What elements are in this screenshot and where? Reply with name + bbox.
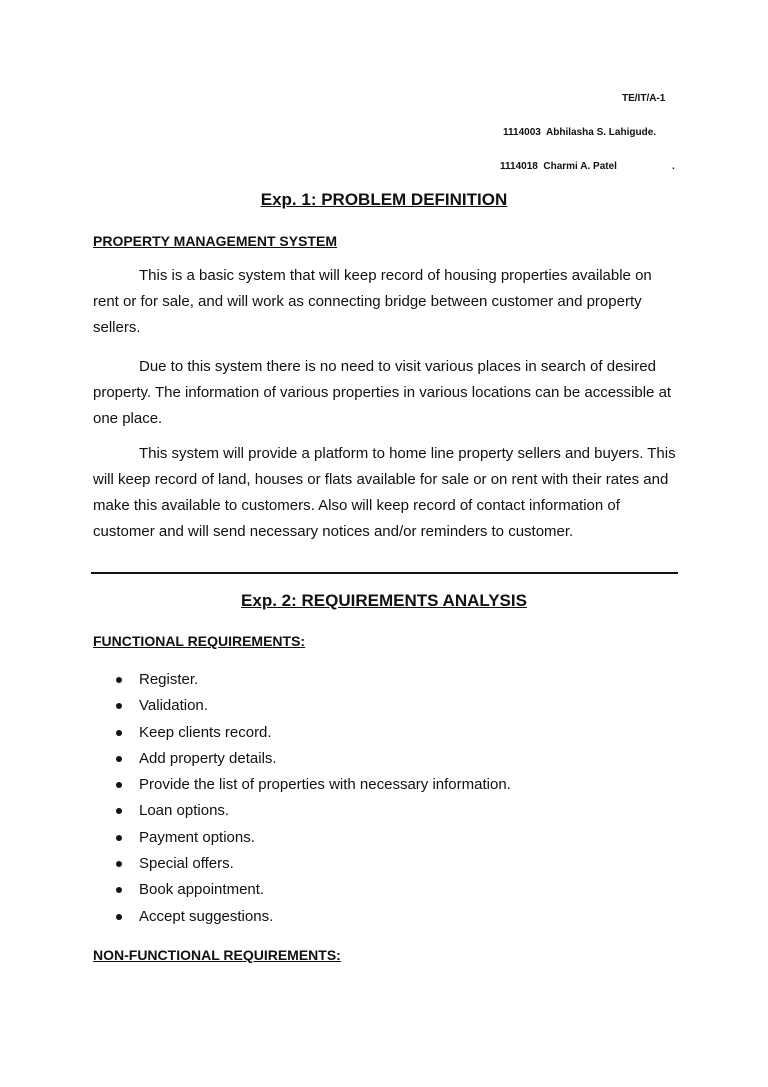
exp2-title: Exp. 2: REQUIREMENTS ANALYSIS — [241, 591, 527, 610]
list-item-text: Validation. — [139, 697, 208, 715]
bullet-icon — [116, 677, 122, 683]
bullet-icon — [116, 703, 122, 709]
list-item-text: Register. — [139, 671, 199, 688]
functional-requirements-list — [116, 667, 511, 930]
functional-heading: FUNCTIONAL REQUIREMENTS: — [93, 633, 306, 649]
list-item — [116, 746, 511, 772]
section-divider — [91, 572, 678, 574]
bullet-icon — [116, 835, 122, 841]
exp1-paragraph-text: Due to this system there is no need to visit various places in search of desired property. The information of various properties in various locations can be accessible at one place. — [93, 358, 672, 427]
bullet-icon — [116, 861, 122, 867]
bullet-icon — [116, 756, 122, 762]
bullet-icon — [116, 808, 122, 814]
list-item-text: Accept suggestions. — [139, 907, 274, 925]
list-item-text: Add property details. — [139, 749, 277, 767]
list-item — [116, 825, 511, 851]
list-item — [116, 798, 511, 824]
student-1: 1114003 Abhilasha S. Lahigude. — [503, 127, 657, 138]
exp1-subheading: PROPERTY MANAGEMENT SYSTEM — [93, 233, 337, 249]
list-item-text: Keep clients record. — [139, 723, 272, 741]
bullet-icon — [116, 914, 122, 920]
class-code: TE/IT/A-1 — [622, 93, 666, 104]
bullet-icon — [116, 887, 122, 893]
nonfunctional-heading: NON-FUNCTIONAL REQUIREMENTS: — [93, 947, 341, 963]
list-item-text: Payment options. — [139, 828, 255, 846]
exp1-paragraph — [93, 354, 678, 432]
student-2-end: . — [672, 161, 675, 172]
list-item — [116, 772, 511, 798]
list-item — [116, 851, 511, 877]
list-item — [116, 904, 511, 930]
list-item-text: Provide the list of properties with necessary information. — [139, 776, 511, 794]
list-item — [116, 877, 511, 903]
list-item — [116, 720, 511, 746]
list-item-text: Loan options. — [139, 802, 230, 820]
list-item-text: Book appointment. — [139, 881, 265, 899]
list-item — [116, 693, 511, 719]
list-item-text: Special offers. — [139, 855, 234, 873]
exp1-paragraph — [93, 263, 678, 341]
student-2-name: 1114018 Charmi A. Patel — [500, 161, 617, 172]
exp1-title: Exp. 1: PROBLEM DEFINITION — [260, 190, 508, 209]
list-item — [116, 667, 511, 693]
exp1-paragraph-text: This is a basic system that will keep record of housing properties available on rent or for sale, and will work as connecting bridge between customer and property sellers. — [93, 267, 652, 336]
exp1-paragraph — [93, 441, 678, 545]
bullet-icon — [116, 782, 122, 788]
bullet-icon — [116, 730, 122, 736]
exp1-paragraph-text: This system will provide a platform to home line property sellers and buyers. This will keep record of land, houses or flats available for sale or on rent with their rates and make this available to customers. Also will keep record of contact information of customer and will send necessary notices and/or reminders to customer. — [93, 445, 676, 540]
